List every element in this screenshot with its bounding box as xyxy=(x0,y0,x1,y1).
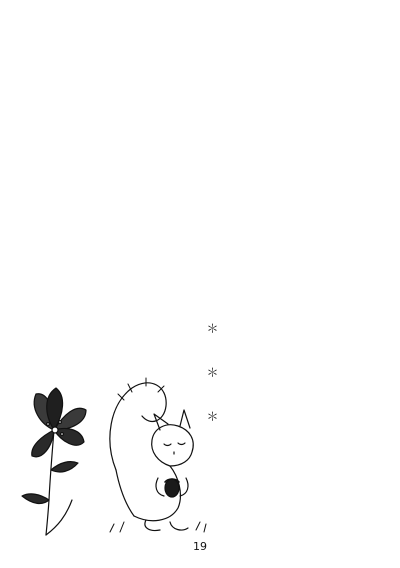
flower-illustration xyxy=(22,388,86,535)
page-number: 19 xyxy=(193,540,207,553)
section-separator: ＊ ＊ ＊ xyxy=(205,322,219,432)
squirrel-illustration xyxy=(110,378,206,532)
